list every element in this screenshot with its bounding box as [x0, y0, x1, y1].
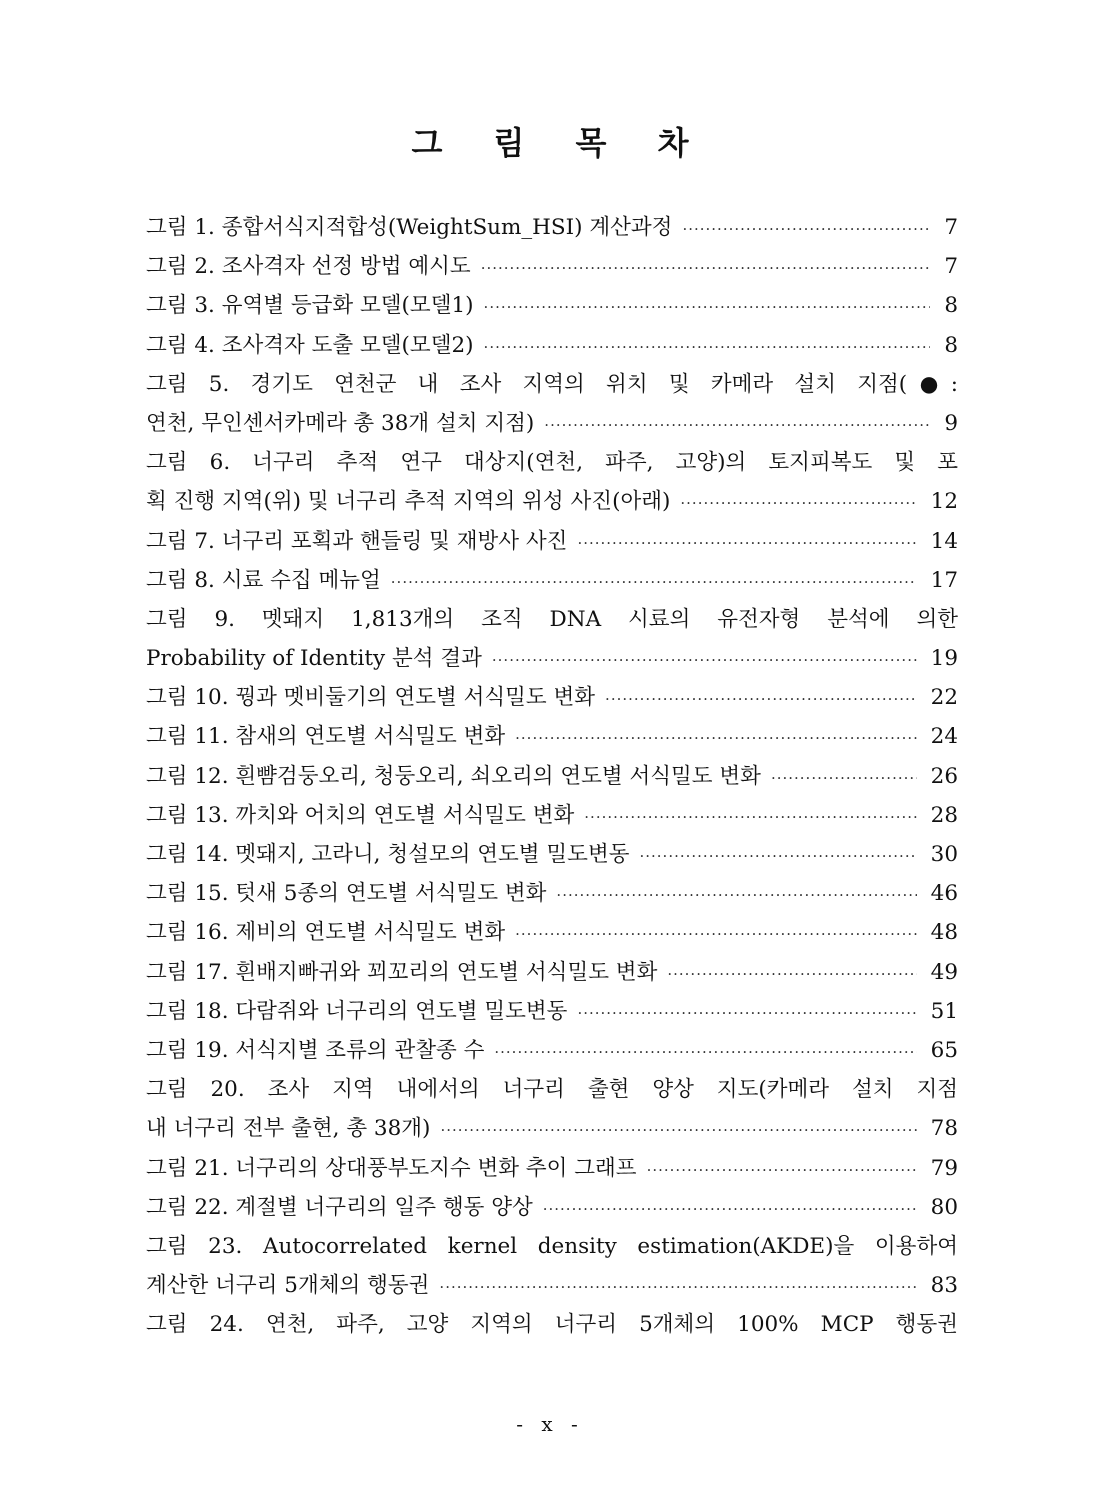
- toc-entry-page: 79: [930, 1155, 958, 1181]
- toc-entry-page: 22: [930, 685, 958, 711]
- toc-entry[interactable]: [146, 913, 958, 952]
- toc-entry-page: 83: [930, 1273, 958, 1299]
- toc-entry-title: 그림 11. 참새의 연도별 서식밀도 변화: [146, 724, 506, 750]
- toc-entry[interactable]: [146, 1188, 958, 1227]
- toc-entry-title: 그림 16. 제비의 연도별 서식밀도 변화: [146, 920, 506, 946]
- toc-entry-title: 그림 4. 조사격자 도출 모델(모델2): [146, 332, 474, 358]
- dot-leader: [667, 955, 916, 994]
- toc-entry-page: 7: [944, 254, 958, 280]
- toc-entry-page: 65: [930, 1037, 958, 1063]
- toc-entry[interactable]: [146, 1031, 958, 1070]
- toc-entry-page: 8: [944, 332, 958, 358]
- toc-entry-page: 9: [944, 410, 958, 436]
- dot-leader: [584, 798, 916, 837]
- toc-entry-title: 그림 19. 서식지별 조류의 관찰종 수: [146, 1037, 485, 1063]
- toc-entry-page: 49: [930, 959, 958, 985]
- toc-entry[interactable]: [146, 835, 958, 874]
- toc-entry[interactable]: [146, 992, 958, 1031]
- dot-leader: [647, 1151, 917, 1190]
- dot-leader: [556, 876, 916, 915]
- toc-entry[interactable]: [146, 953, 958, 992]
- toc-entry[interactable]: [146, 796, 958, 835]
- toc-entry[interactable]: [146, 1149, 958, 1188]
- toc-entry[interactable]: [146, 874, 958, 913]
- toc-entry-page: 19: [930, 646, 958, 672]
- toc-entry[interactable]: [146, 678, 958, 717]
- toc-entry-title: 그림 22. 계절별 너구리의 일주 행동 양상: [146, 1194, 533, 1220]
- dot-leader: [543, 1190, 917, 1229]
- toc-entry[interactable]: [146, 286, 958, 325]
- toc-entry[interactable]: [146, 208, 958, 247]
- toc-entry-page: 30: [930, 842, 958, 867]
- toc-entry-title: 그림 2. 조사격자 선정 방법 예시도: [146, 254, 471, 280]
- toc-entry-title: 연천, 무인센서카메라 총 38개 설치 지점): [146, 410, 535, 436]
- dot-leader: [484, 328, 931, 367]
- toc-entry-page: 8: [944, 293, 958, 319]
- dot-leader: [484, 288, 931, 327]
- toc-entry-title: 그림 1. 종합서식지적합성(WeightSum_HSI) 계산과정: [146, 215, 673, 240]
- dot-leader: [440, 1111, 916, 1150]
- dot-leader: [391, 563, 917, 602]
- toc-entry-first-line[interactable]: 그림 5. 경기도 연천군 내 조사 지역의 위치 및 카메라 설치 지점(●:: [146, 371, 958, 397]
- dot-leader: [771, 759, 917, 798]
- toc-entry[interactable]: [146, 1266, 958, 1305]
- dot-leader: [639, 837, 916, 876]
- dot-leader: [515, 719, 917, 758]
- toc-entry[interactable]: [146, 1109, 958, 1148]
- dot-leader: [682, 210, 930, 249]
- toc-entry-page: 51: [930, 998, 958, 1024]
- toc-entry[interactable]: [146, 522, 958, 561]
- toc-entry-page: 46: [930, 881, 958, 907]
- toc-entry-page: 48: [930, 920, 958, 946]
- dot-leader: [481, 249, 931, 288]
- dot-leader: [492, 641, 917, 680]
- toc-entry[interactable]: [146, 757, 958, 796]
- figure-list: [146, 208, 958, 1344]
- toc-entry-page: 78: [930, 1116, 958, 1142]
- toc-entry-title: 그림 17. 흰배지빠귀와 꾀꼬리의 연도별 서식밀도 변화: [146, 959, 658, 985]
- toc-entry-page: 80: [930, 1194, 958, 1220]
- toc-entry-page: 28: [930, 802, 958, 828]
- toc-entry-first-line[interactable]: 그림 23. Autocorrelated kernel density estimation(AKDE)을 이용하여: [146, 1233, 958, 1259]
- toc-entry-title: 그림 12. 흰뺨검둥오리, 청둥오리, 쇠오리의 연도별 서식밀도 변화: [146, 763, 761, 789]
- toc-entry-title: 그림 10. 꿩과 멧비둘기의 연도별 서식밀도 변화: [146, 685, 596, 711]
- toc-entry-title: 그림 3. 유역별 등급화 모델(모델1): [146, 293, 474, 319]
- toc-entry-page: 12: [930, 489, 958, 515]
- toc-entry[interactable]: [146, 639, 958, 678]
- toc-entry-title: 그림 18. 다람쥐와 너구리의 연도별 밀도변동: [146, 998, 568, 1024]
- toc-entry-first-line[interactable]: 그림 24. 연천, 파주, 고양 지역의 너구리 5개체의 100% MCP 행동권: [146, 1312, 958, 1338]
- toc-entry-page: 24: [930, 724, 958, 750]
- toc-entry-title: 그림 21. 너구리의 상대풍부도지수 변화 추이 그래프: [146, 1155, 637, 1181]
- toc-entry-first-line[interactable]: 그림 6. 너구리 추적 연구 대상지(연천, 파주, 고양)의 토지피복도 및 포: [146, 450, 958, 476]
- toc-entry[interactable]: [146, 561, 958, 600]
- toc-entry-title: 내 너구리 전부 출현, 총 38개): [146, 1116, 431, 1142]
- toc-entry-page: 17: [930, 567, 958, 593]
- page-number: - x -: [516, 1412, 584, 1436]
- toc-entry-title: 그림 8. 시료 수집 메뉴얼: [146, 567, 381, 593]
- toc-entry[interactable]: [146, 247, 958, 286]
- toc-entry-title: 그림 7. 너구리 포획과 핸들링 및 재방사 사진: [146, 528, 568, 554]
- dot-leader: [577, 524, 916, 563]
- toc-entry[interactable]: [146, 482, 958, 521]
- toc-entry-title: 그림 14. 멧돼지, 고라니, 청설모의 연도별 밀도변동: [146, 842, 630, 867]
- dot-leader: [515, 915, 917, 954]
- toc-entry[interactable]: [146, 326, 958, 365]
- toc-entry-first-line[interactable]: 그림 20. 조사 지역 내에서의 너구리 출현 양상 지도(카메라 설치 지점: [146, 1077, 958, 1103]
- dot-leader: [680, 484, 916, 523]
- toc-entry-page: 14: [930, 528, 958, 554]
- dot-leader: [544, 406, 930, 445]
- dot-leader: [494, 1033, 916, 1072]
- toc-entry-title: 그림 15. 텃새 5종의 연도별 서식밀도 변화: [146, 881, 547, 907]
- toc-entry-title: 계산한 너구리 5개체의 행동권: [146, 1273, 430, 1299]
- toc-entry-page: 7: [944, 215, 958, 240]
- dot-leader: [439, 1268, 916, 1307]
- toc-entry-first-line[interactable]: 그림 9. 멧돼지 1,813개의 조직 DNA 시료의 유전자형 분석에 의한: [146, 606, 958, 632]
- toc-entry[interactable]: [146, 404, 958, 443]
- page-title: 그 림 목 차: [411, 124, 709, 162]
- toc-entry-title: 획 진행 지역(위) 및 너구리 추적 지역의 위성 사진(아래): [146, 489, 671, 515]
- dot-leader: [605, 680, 917, 719]
- toc-entry-title: Probability of Identity 분석 결과: [146, 646, 482, 672]
- dot-leader: [577, 994, 916, 1033]
- toc-entry-title: 그림 13. 까치와 어치의 연도별 서식밀도 변화: [146, 802, 575, 828]
- toc-entry[interactable]: [146, 717, 958, 756]
- toc-entry-page: 26: [930, 763, 958, 789]
